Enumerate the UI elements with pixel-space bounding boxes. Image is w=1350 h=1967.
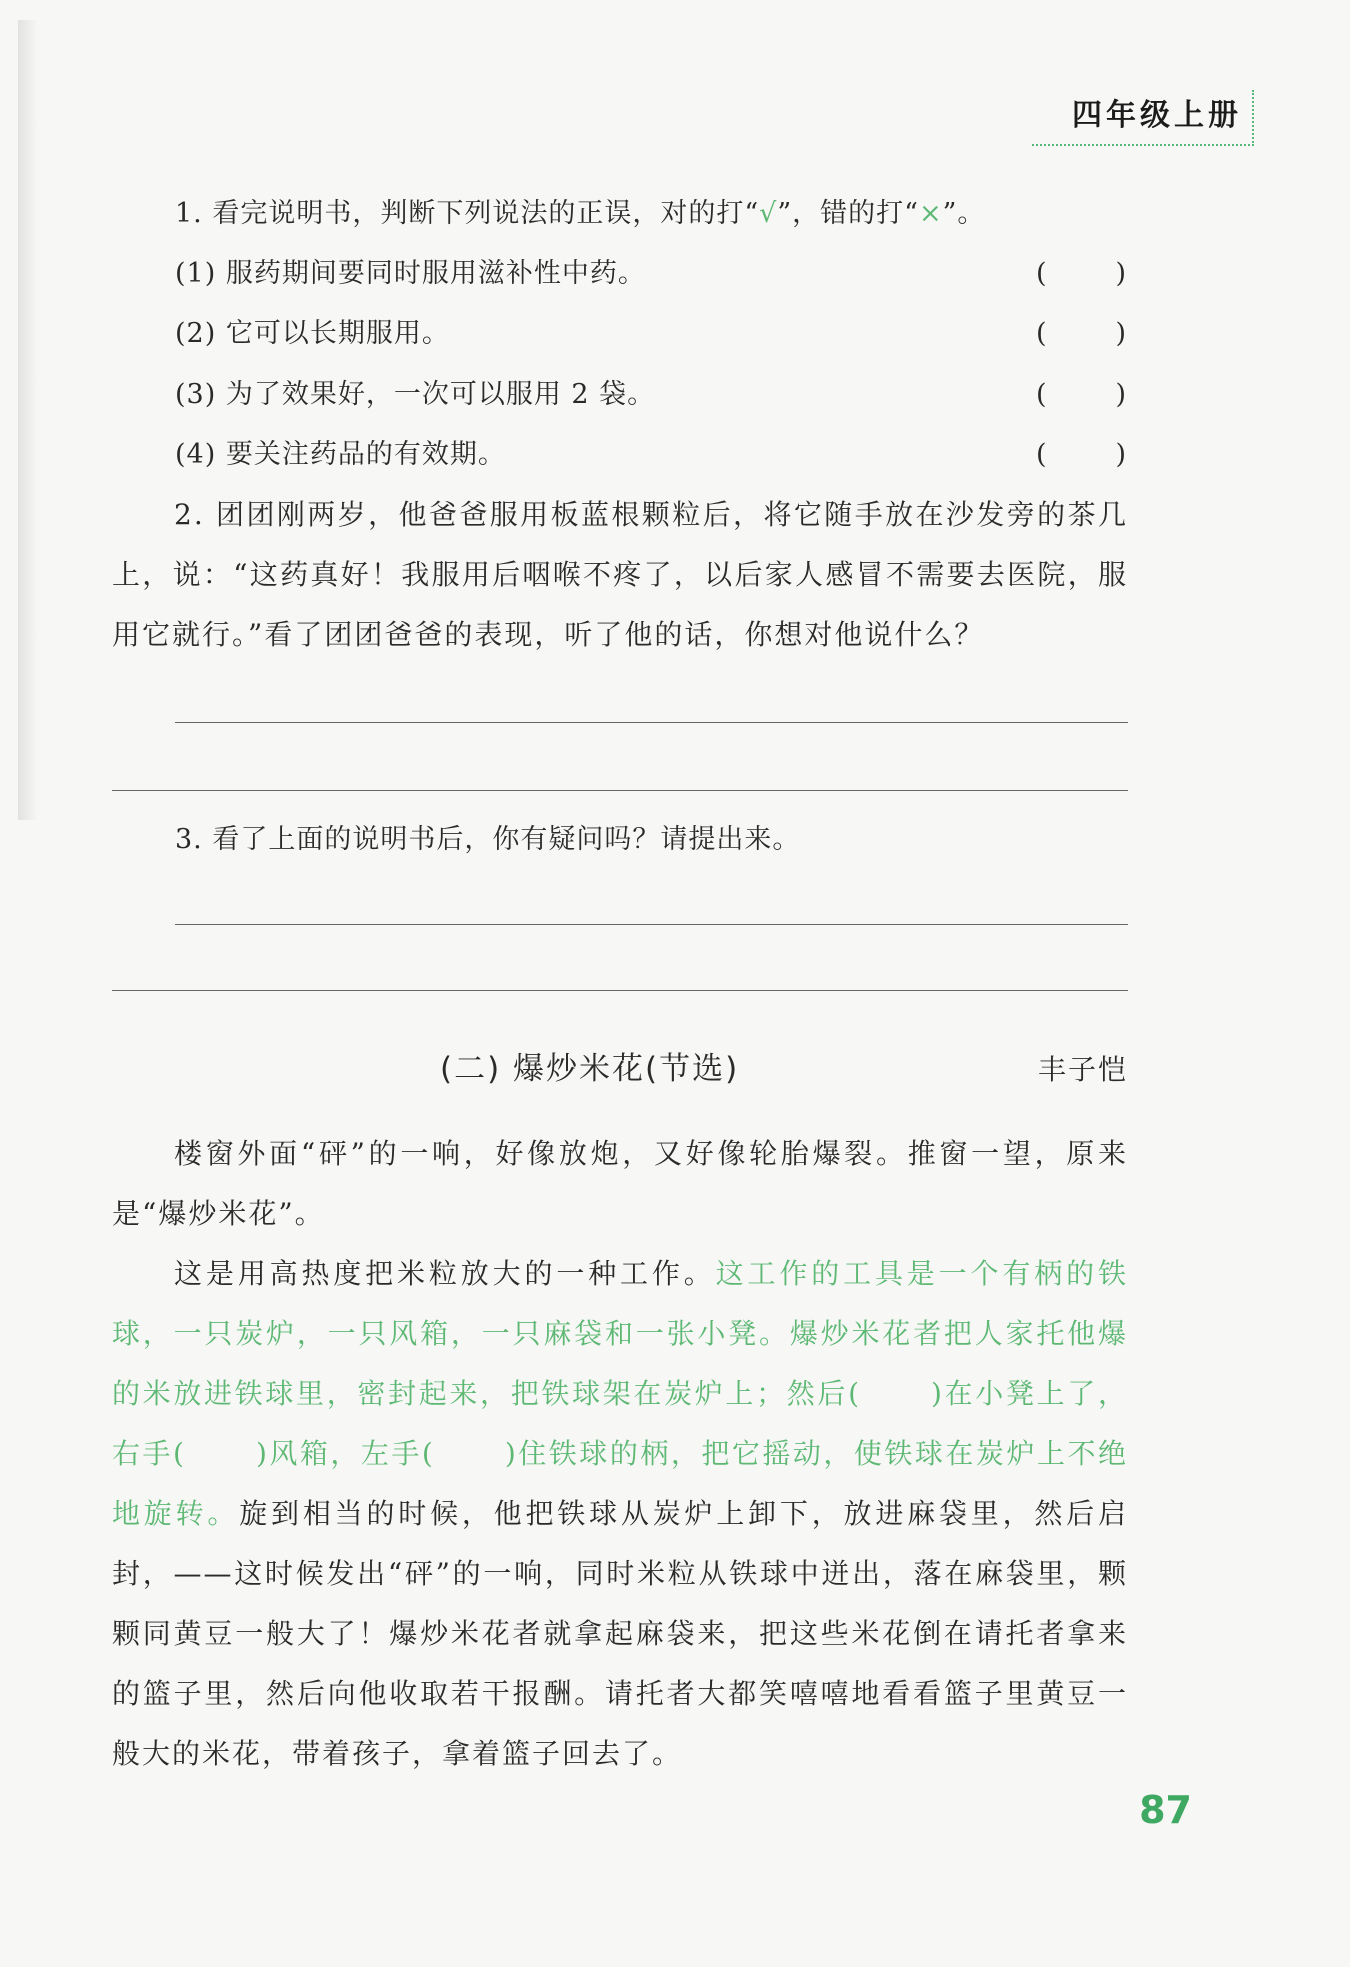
page-number: 87	[1139, 1788, 1192, 1832]
q1-prompt-c: ”。	[942, 198, 986, 229]
answer-line-q2-1[interactable]	[175, 722, 1128, 723]
cross-mark: ×	[918, 198, 943, 229]
passage-p2-intro: 这是用高热度把米粒放大的一种工作。	[174, 1257, 716, 1290]
q1-item-1: (1) 服药期间要同时服用滋补性中药。	[175, 258, 646, 289]
answer-paren-4[interactable]: ( )	[1036, 439, 1126, 470]
answer-line-q3-1[interactable]	[175, 924, 1128, 925]
q1-item-2: (2) 它可以长期服用。	[175, 318, 450, 349]
passage-paragraph-2	[112, 1244, 1128, 1784]
q1-prompt-b: ”，错的打“	[777, 198, 919, 229]
passage-highlight-2: )在小凳上了，右手(	[112, 1377, 1128, 1470]
passage-p2-rest: 旋到相当的时候，他把铁球从炭炉上卸下，放进麻袋里，然后启封，——这时候发出“砰”的一响，同时米粒从铁球中迸出，落在麻袋里，颗颗同黄豆一般大了！爆炒米花者就拿起麻袋来，把这些米花倒在请托者拿来的篮子里，然后向他收取若干报酬。请托者大都笑嘻嘻地看看篮子里黄豆一般大的米花，带着孩子，拿着篮子回去了。	[112, 1497, 1128, 1770]
question-2-text: 2. 团团刚两岁，他爸爸服用板蓝根颗粒后，将它随手放在沙发旁的茶几上，说：“这药真好！我服用后咽喉不疼了，以后家人感冒不需要去医院，服用它就行。”看了团团爸爸的表现，听了他的话，你想对他说什么？	[112, 498, 1128, 651]
answer-paren-3[interactable]: ( )	[1036, 379, 1126, 410]
passage-paragraph-1: 楼窗外面“砰”的一响，好像放炮，又好像轮胎爆裂。推窗一望，原来是“爆炒米花”。	[112, 1137, 1128, 1230]
q1-item-4: (4) 要关注药品的有效期。	[175, 439, 506, 470]
grade-label: 四年级上册	[1032, 90, 1254, 146]
check-mark: √	[759, 198, 778, 229]
question-1-prompt	[175, 200, 985, 227]
q1-item-3: (3) 为了效果好，一次可以服用 2 袋。	[175, 379, 656, 410]
passage-highlight-4: )住铁球的柄，把它摇动，使铁球在炭炉上不绝地旋转。	[112, 1437, 1128, 1530]
question-3-text: 3. 看了上面的说明书后，你有疑问吗？请提出来。	[175, 824, 801, 855]
answer-line-q2-2[interactable]	[112, 790, 1128, 791]
section-title: (二) 爆炒米花(节选)	[440, 1051, 740, 1087]
answer-paren-1[interactable]: ( )	[1036, 258, 1126, 289]
answer-paren-2[interactable]: ( )	[1036, 318, 1126, 349]
answer-line-q3-2[interactable]	[112, 990, 1128, 991]
passage-highlight-3: )风箱，左手(	[255, 1437, 435, 1470]
page-edge-shadow	[18, 20, 38, 820]
passage-highlight-1: 这工作的工具是一个有柄的铁球，一只炭炉，一只风箱，一只麻袋和一张小凳。爆炒米花者把人家托他爆的米放进铁球里，密封起来，把铁球架在炭炉上；然后(	[112, 1257, 1128, 1410]
section-author: 丰子恺	[1037, 1053, 1128, 1086]
q1-prompt-a: 1. 看完说明书，判断下列说法的正误，对的打“	[175, 198, 760, 229]
